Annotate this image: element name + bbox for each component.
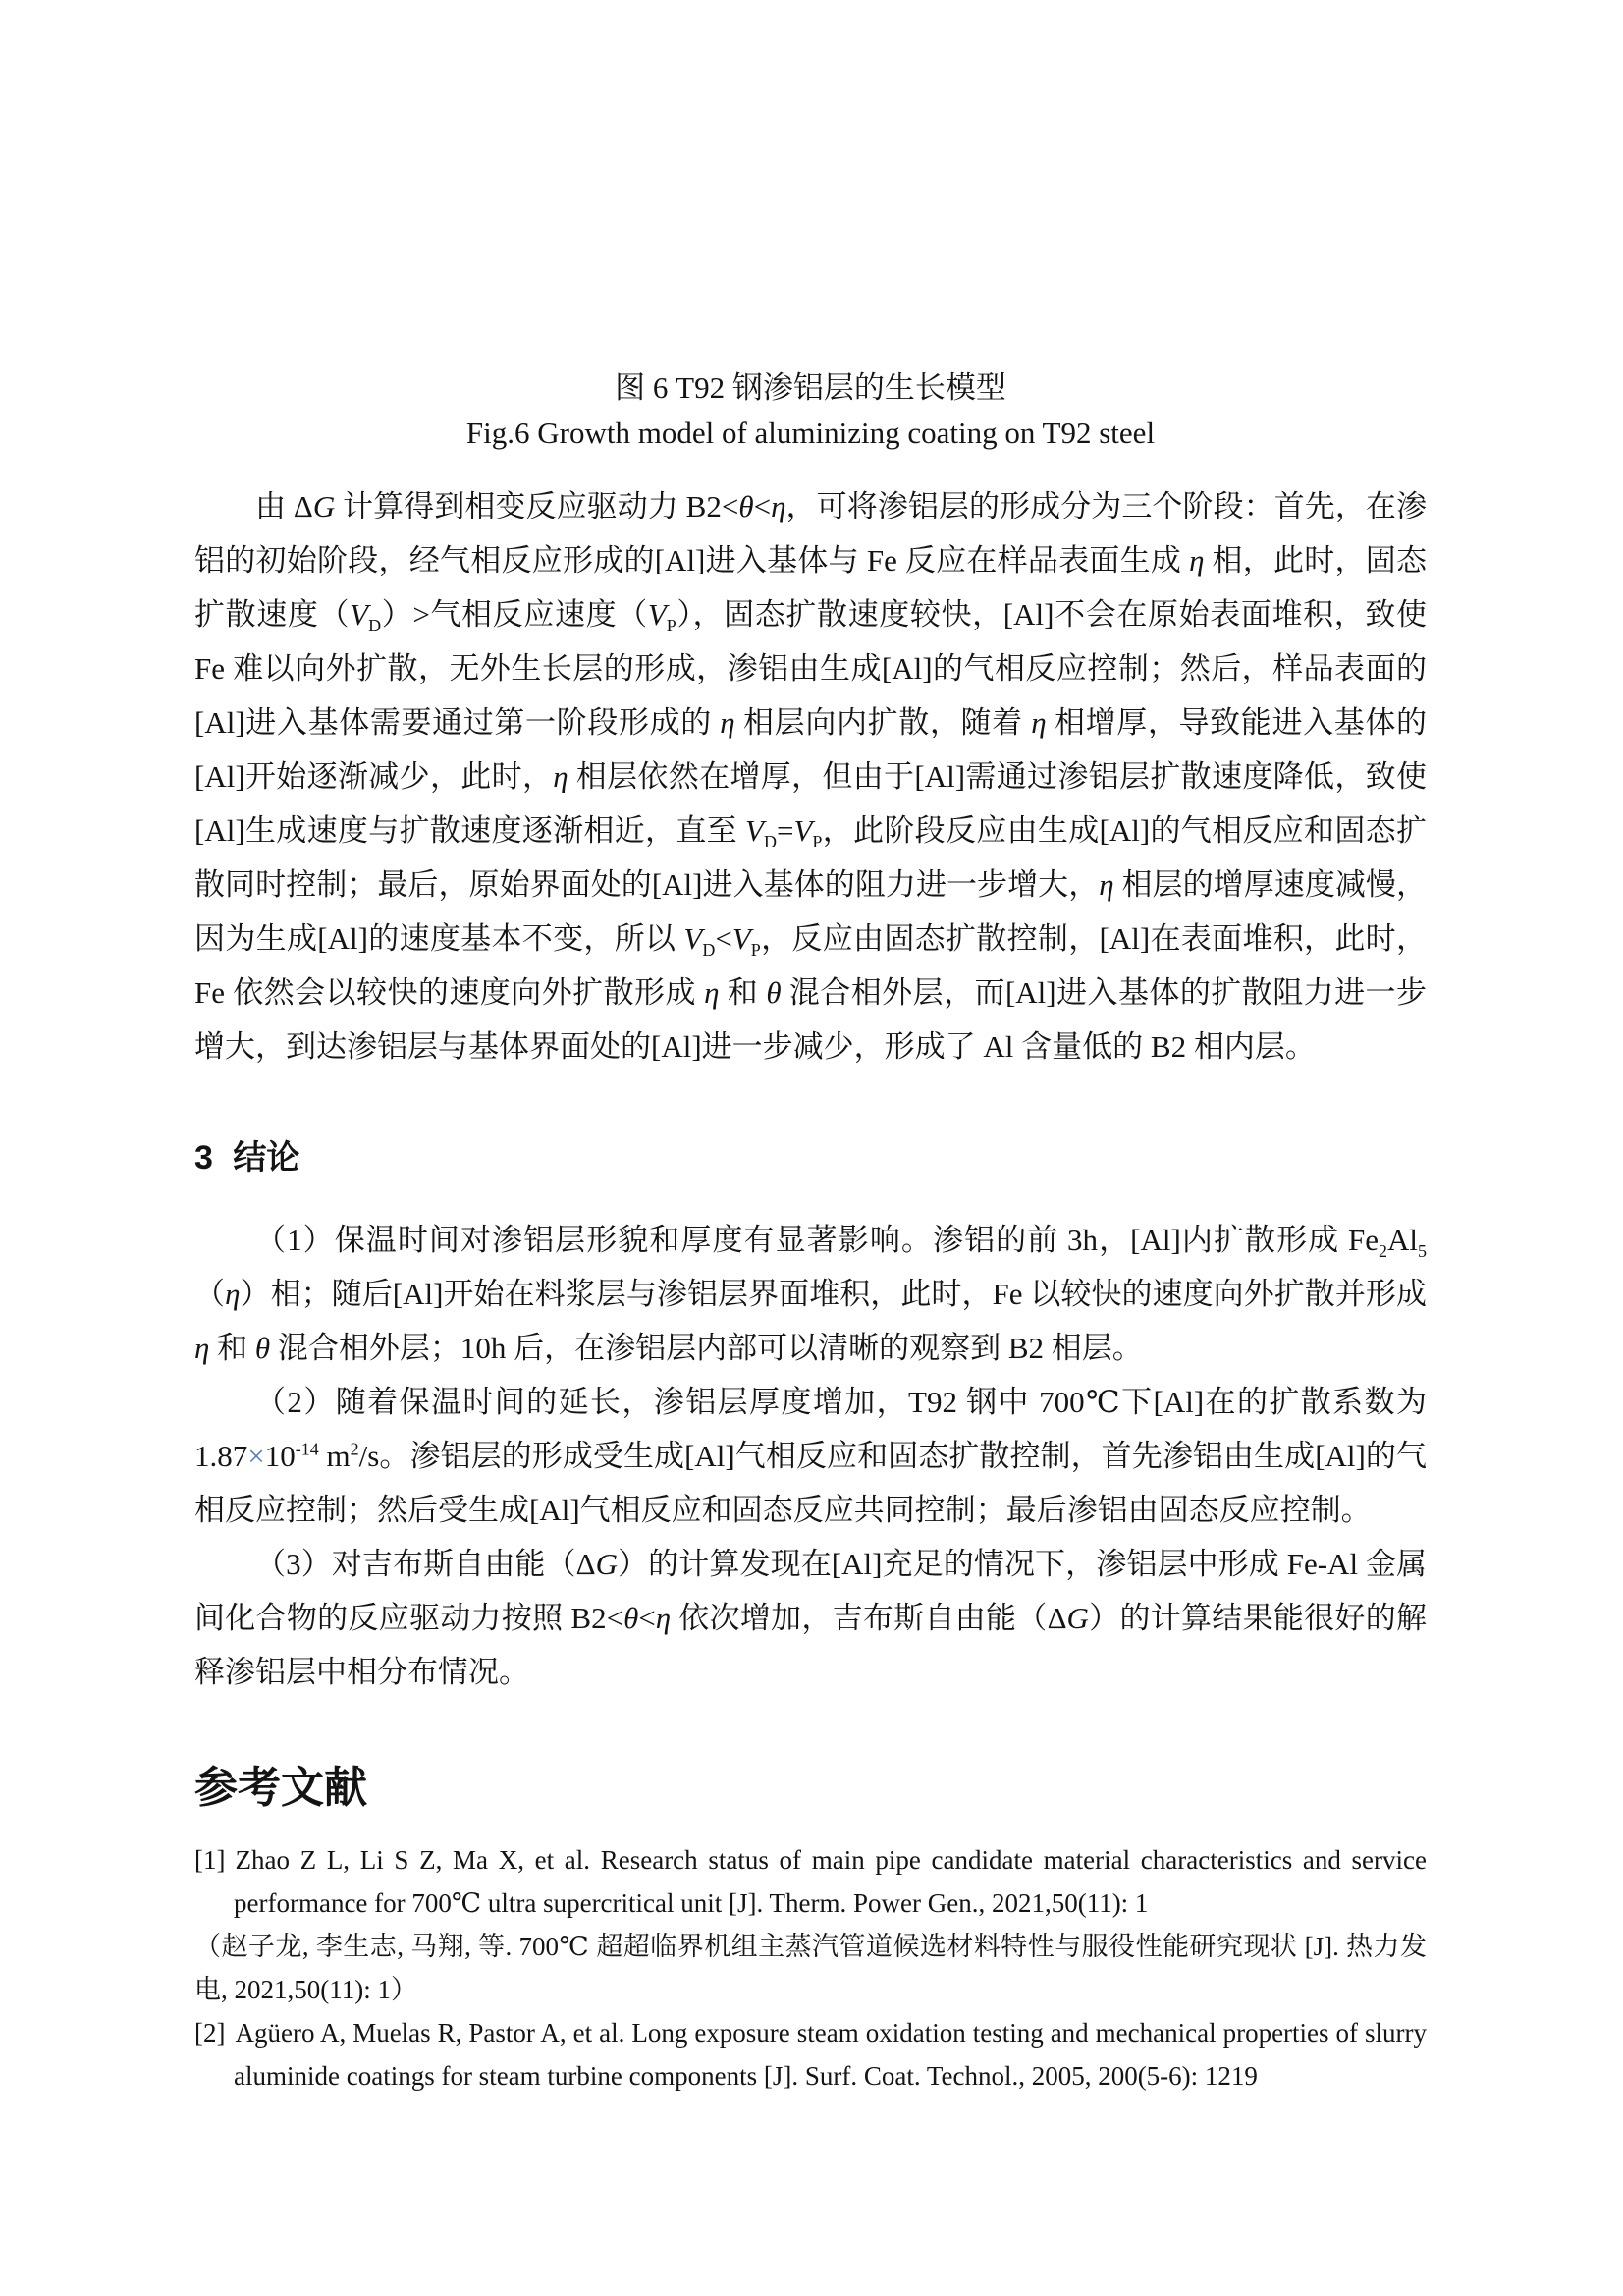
conclusion-item-2: （2）随着保温时间的延长，渗铝层厚度增加，T92 钢中 700℃下[Al]在的扩散系数为 $1.87\times 10^{-14}$ $m^2/s$。渗铝层的形成受生成[Al]气相反应和固态扩散控制，首先渗铝由生成[Al]的气相反应控制；然后受生成[Al]气相反应和固态反应共同控制；最后渗铝由固态反应控制。 (194, 1385, 1427, 1527)
conclusion-heading-number: 3 (194, 1139, 213, 1176)
reference-item-2 (194, 2011, 1427, 2098)
figure-caption-zh: 图 6 T92 钢渗铝层的生长模型 (615, 370, 1006, 405)
growth-model-paragraph: 由 ΔG 计算得到相变反应驱动力 B2<θ<η，可将渗铝层的形成分为三个阶段：首先，在渗铝的初始阶段，经气相反应形成的[Al]进入基体与 Fe 反应在样品表面生成 η 相，此时，固态扩散速度$(V_D)>$气相反应速度$(V_P)$，固态扩散速度较快，[Al]不会在原始表面堆积，致使 Fe 难以向外扩散，无外生长层的形成，渗铝由生成[Al]的气相反应控制；然后，样品表面的[Al]进入基体需要通过第一阶段形成的 η 相层向内扩散，随着 η 相增厚，导致能进入基体的[Al]开始逐渐减少，此时，η 相层依然在增厚，但由于[Al]需通过渗铝层扩散速度降低，致使[Al]生成速度与扩散速度逐渐相近，直至 $V_D=V_P$，此阶段反应由生成[Al]的气相反应和固态扩散同时控制；最后，原始界面处的[Al]进入基体的阻力进一步增大，η 相层的增厚速度减慢，因为生成[Al]的速度基本不变，所以 $V_D<V_P$，反应由固态扩散控制，[Al]在表面堆积，此时，Fe 依然会以较快的速度向外扩散形成 η 和 θ 混合相外层，而[Al]进入基体的扩散阻力进一步增大，到达渗铝层与基体界面处的[Al]进一步减少，形成了 Al 含量低的 B2 相内层。 (194, 489, 1428, 1064)
reference-1-chinese: （赵子龙, 李生志, 马翔, 等. 700℃ 超超临界机组主蒸汽管道候选材料特性与服役性能研究现状 [J]. 热力发电, 2021,50(11): 1） (194, 1932, 1427, 2004)
conclusion-heading (194, 1136, 1427, 1179)
conclusion-item-3: （3）对吉布斯自由能（ΔG）的计算发现在[Al]充足的情况下，渗铝层中形成 Fe-Al 金属间化合物的反应驱动力按照 B2<θ<η 依次增加，吉布斯自由能（ΔG）的计算结果能很好的解释渗铝层中相分布情况。 (194, 1547, 1428, 1689)
reference-item-1 (194, 1838, 1427, 2011)
reference-1-english (194, 1838, 1427, 1925)
references-list (194, 1838, 1427, 2098)
conclusion-item-1: （1）保温时间对渗铝层形貌和厚度有显著影响。渗铝的前 3h，[Al]内扩散形成 $Fe_2Al_5(\eta)$相；随后[Al]开始在料浆层与渗铝层界面堆积，此时，Fe 以较快的速度向外扩散并形成 η 和 θ 混合相外层；10h 后，在渗铝层内部可以清晰的观察到 B2 相层。 (194, 1223, 1427, 1365)
reference-1-text: Zhao Z L, Li S Z, Ma X, et al. Research status of main pipe candidate material characteristics and service performance for 700℃ ultra supercritical unit [J]. Therm. Power Gen., 2021,50(11): 1 (234, 1845, 1427, 1918)
conclusion-heading-title: 结论 (233, 1139, 300, 1176)
reference-2-text: Agüero A, Muelas R, Pastor A, et al. Long exposure steam oxidation testing and mechanical properties of slurry aluminide coatings for steam turbine components [J]. Surf. Coat. Technol., 2005, 200(5-6): 1219 (234, 2018, 1427, 2091)
reference-2-english (194, 2011, 1427, 2098)
reference-1-label: [1] (194, 1845, 226, 1875)
references-heading: 参考文献 (194, 1764, 367, 1812)
figure-caption-en: Fig.6 Growth model of aluminizing coating on T92 steel (465, 415, 1156, 450)
reference-2-label: [2] (194, 2018, 226, 2048)
